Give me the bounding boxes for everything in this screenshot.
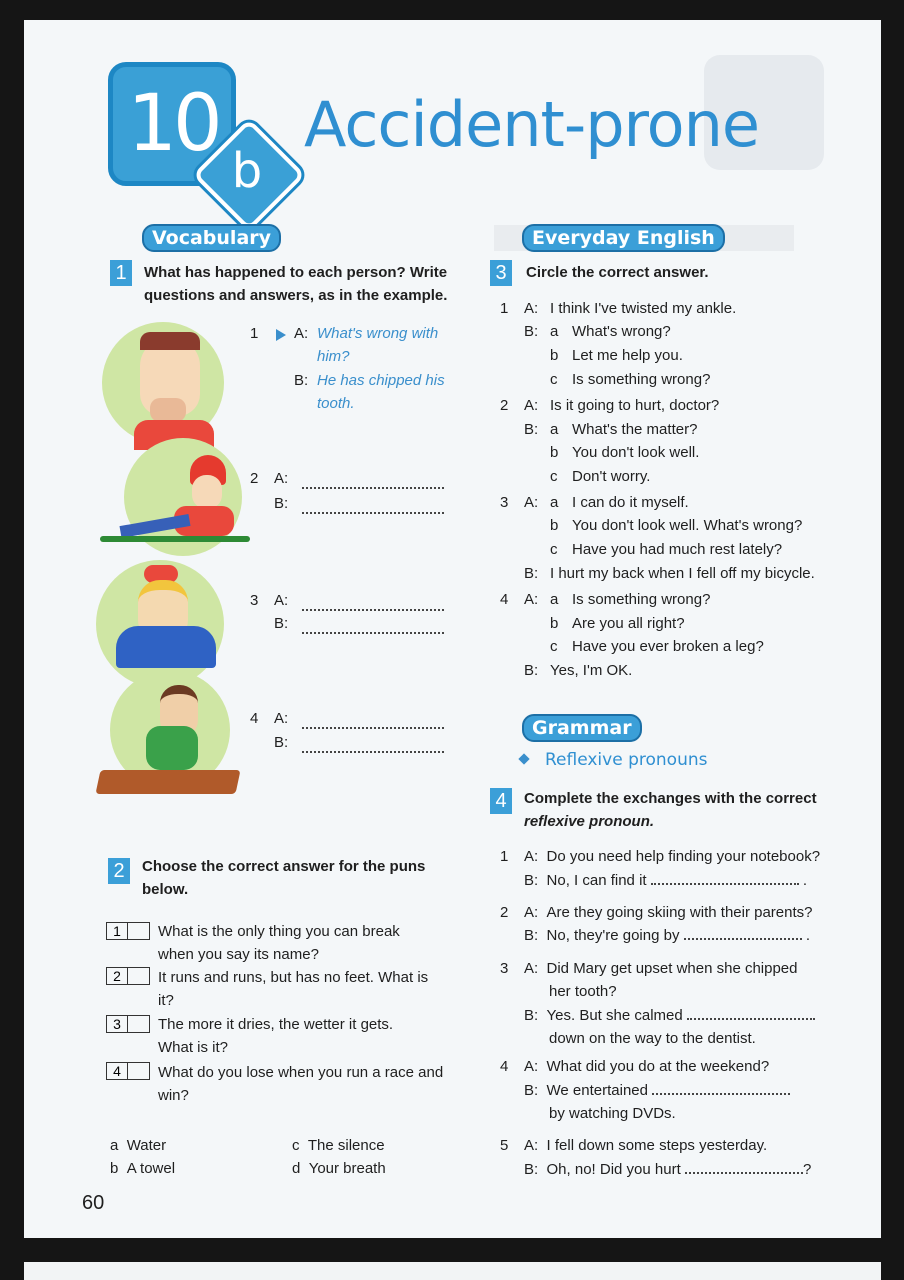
- everyday-english-heading: Everyday English: [522, 224, 725, 252]
- unit-number: 10: [127, 79, 219, 169]
- ex3-line[interactable]: b Are you all right?: [550, 615, 685, 632]
- pun-answer-c: c The silence: [292, 1137, 385, 1154]
- next-page-edge: [24, 1262, 881, 1280]
- ex1-item-2-a-label: A:: [274, 470, 289, 487]
- ex4-item-1-num: 1: [500, 848, 509, 865]
- ex1-item-2-b-blank[interactable]: [302, 500, 444, 514]
- pun-answer-a: a Water: [110, 1137, 167, 1154]
- ex3-line: 1 A: I think I've twisted my ankle.: [500, 300, 737, 317]
- riddle-4: What do you lose when you run a race and win?: [158, 1064, 444, 1104]
- ex1-item-2-b-label: B:: [274, 495, 289, 512]
- ex4-item-4-a: A: What did you do at the weekend?: [524, 1058, 770, 1075]
- ex4-item-3-num: 3: [500, 960, 509, 977]
- ex1-item-2-num: 2: [250, 470, 259, 487]
- ex4-item-2-blank[interactable]: [684, 926, 802, 940]
- pun-answer-b: b A towel: [110, 1160, 176, 1177]
- ex1-item-3-a-label: A:: [274, 592, 289, 609]
- ex1-example-answer: He has chipped his tooth.: [317, 372, 445, 412]
- ex3-line[interactable]: c Have you had much rest lately?: [550, 541, 783, 558]
- exercise-1-instruction: What has happened to each person? Write questions and answers, as in the example.: [144, 264, 448, 304]
- ex1-item-1-num: 1: [250, 325, 259, 342]
- ex3-line[interactable]: c Is something wrong?: [550, 371, 711, 388]
- ex4-item-5-a: A: I fell down some steps yesterday.: [524, 1137, 768, 1154]
- exercise-4-number: 4: [490, 788, 512, 814]
- riddle-3-answer-box[interactable]: 3: [106, 1015, 150, 1033]
- example-arrow-icon: [276, 329, 286, 341]
- ex1-example-question: What's wrong with him?: [317, 325, 439, 365]
- riddle-1: What is the only thing you can break when you say its name?: [158, 923, 400, 963]
- ex4-item-3-b-cont: down on the way to the dentist.: [549, 1030, 756, 1047]
- ex1-item-4-b-blank[interactable]: [302, 739, 444, 753]
- ex3-line[interactable]: B: a What's the matter?: [524, 421, 698, 438]
- page-title: Accident-prone: [304, 88, 760, 161]
- ex4-item-5-blank[interactable]: [685, 1160, 803, 1174]
- ex1-item-1-b-label: B:: [294, 372, 309, 389]
- exercise-3-number: 3: [490, 260, 512, 286]
- exercise-1-number: 1: [110, 260, 132, 286]
- ex1-item-3-a-blank[interactable]: [302, 597, 444, 611]
- pun-answer-d: d Your breath: [292, 1160, 386, 1177]
- grammar-heading: Grammar: [522, 714, 642, 742]
- ex1-item-1-a-label: A:: [294, 325, 309, 342]
- ex4-item-4-blank[interactable]: [652, 1081, 790, 1095]
- riddle-3: The more it dries, the wetter it gets. What is it?: [158, 1016, 394, 1056]
- ex4-item-4-b-cont: by watching DVDs.: [549, 1105, 676, 1122]
- exercise-4-instruction: Complete the exchanges with the correct reflexive pronoun.: [524, 790, 817, 830]
- ex1-item-4-a-label: A:: [274, 710, 289, 727]
- unit-letter: b: [231, 143, 263, 199]
- riddle-2: It runs and runs, but has no feet. What is it?: [158, 969, 429, 1009]
- ex4-item-5-b: B: Oh, no! Did you hurt ?: [524, 1161, 812, 1178]
- ex3-line[interactable]: B: a What's wrong?: [524, 323, 671, 340]
- ex1-item-2-a-blank[interactable]: [302, 475, 444, 489]
- ex3-line[interactable]: b You don't look well. What's wrong?: [550, 517, 803, 534]
- exercise-2-instruction: Choose the correct answer for the puns below.: [142, 858, 426, 898]
- ex4-item-1-blank[interactable]: [651, 871, 799, 885]
- ex4-item-4-num: 4: [500, 1058, 509, 1075]
- ex1-item-4-num: 4: [250, 710, 259, 727]
- diamond-bullet-icon: [518, 753, 529, 764]
- ex4-item-3-a-cont: her tooth?: [549, 983, 617, 1000]
- grammar-subheading: Reflexive pronouns: [545, 750, 708, 770]
- vocabulary-heading: Vocabulary: [142, 224, 281, 252]
- ex4-item-1-b: B: No, I can find it .: [524, 872, 808, 889]
- ex3-line: B: I hurt my back when I fell off my bicycle.: [524, 565, 815, 582]
- ex4-item-1-a: A: Do you need help finding your notebook?: [524, 848, 821, 865]
- ex1-item-4-b-label: B:: [274, 734, 289, 751]
- ex4-item-3-blank[interactable]: [687, 1006, 815, 1020]
- ex4-item-2-b: B: No, they're going by .: [524, 927, 810, 944]
- workbook-page: [24, 20, 881, 1238]
- riddle-2-answer-box[interactable]: 2: [106, 967, 150, 985]
- ex1-item-3-num: 3: [250, 592, 259, 609]
- ex3-line[interactable]: c Have you ever broken a leg?: [550, 638, 764, 655]
- ex4-item-5-num: 5: [500, 1137, 509, 1154]
- ex3-line: 2 A: Is it going to hurt, doctor?: [500, 397, 720, 414]
- ex4-item-2-a: A: Are they going skiing with their parents?: [524, 904, 813, 921]
- ex3-line[interactable]: b Let me help you.: [550, 347, 683, 364]
- ex3-line[interactable]: b You don't look well.: [550, 444, 700, 461]
- exercise-2-number: 2: [108, 858, 130, 884]
- ex3-line[interactable]: 4 A: a Is something wrong?: [500, 591, 711, 608]
- ex4-item-2-num: 2: [500, 904, 509, 921]
- ex4-item-4-b: B: We entertained: [524, 1079, 790, 1102]
- riddle-4-answer-box[interactable]: 4: [106, 1062, 150, 1080]
- ex4-item-3-b: B: Yes. But she calmed: [524, 1004, 815, 1027]
- ex4-item-3-a: A: Did Mary get upset when she chipped: [524, 960, 798, 977]
- ex3-line[interactable]: 3 A: a I can do it myself.: [500, 494, 689, 511]
- ex3-line[interactable]: c Don't worry.: [550, 468, 651, 485]
- ex1-item-3-b-blank[interactable]: [302, 620, 444, 634]
- riddle-1-answer-box[interactable]: 1: [106, 922, 150, 940]
- ex1-item-3-b-label: B:: [274, 615, 289, 632]
- ex3-line: B: Yes, I'm OK.: [524, 662, 633, 679]
- ex1-item-4-a-blank[interactable]: [302, 715, 444, 729]
- exercise-3-instruction: Circle the correct answer.: [526, 264, 709, 281]
- page-number: 60: [82, 1192, 105, 1214]
